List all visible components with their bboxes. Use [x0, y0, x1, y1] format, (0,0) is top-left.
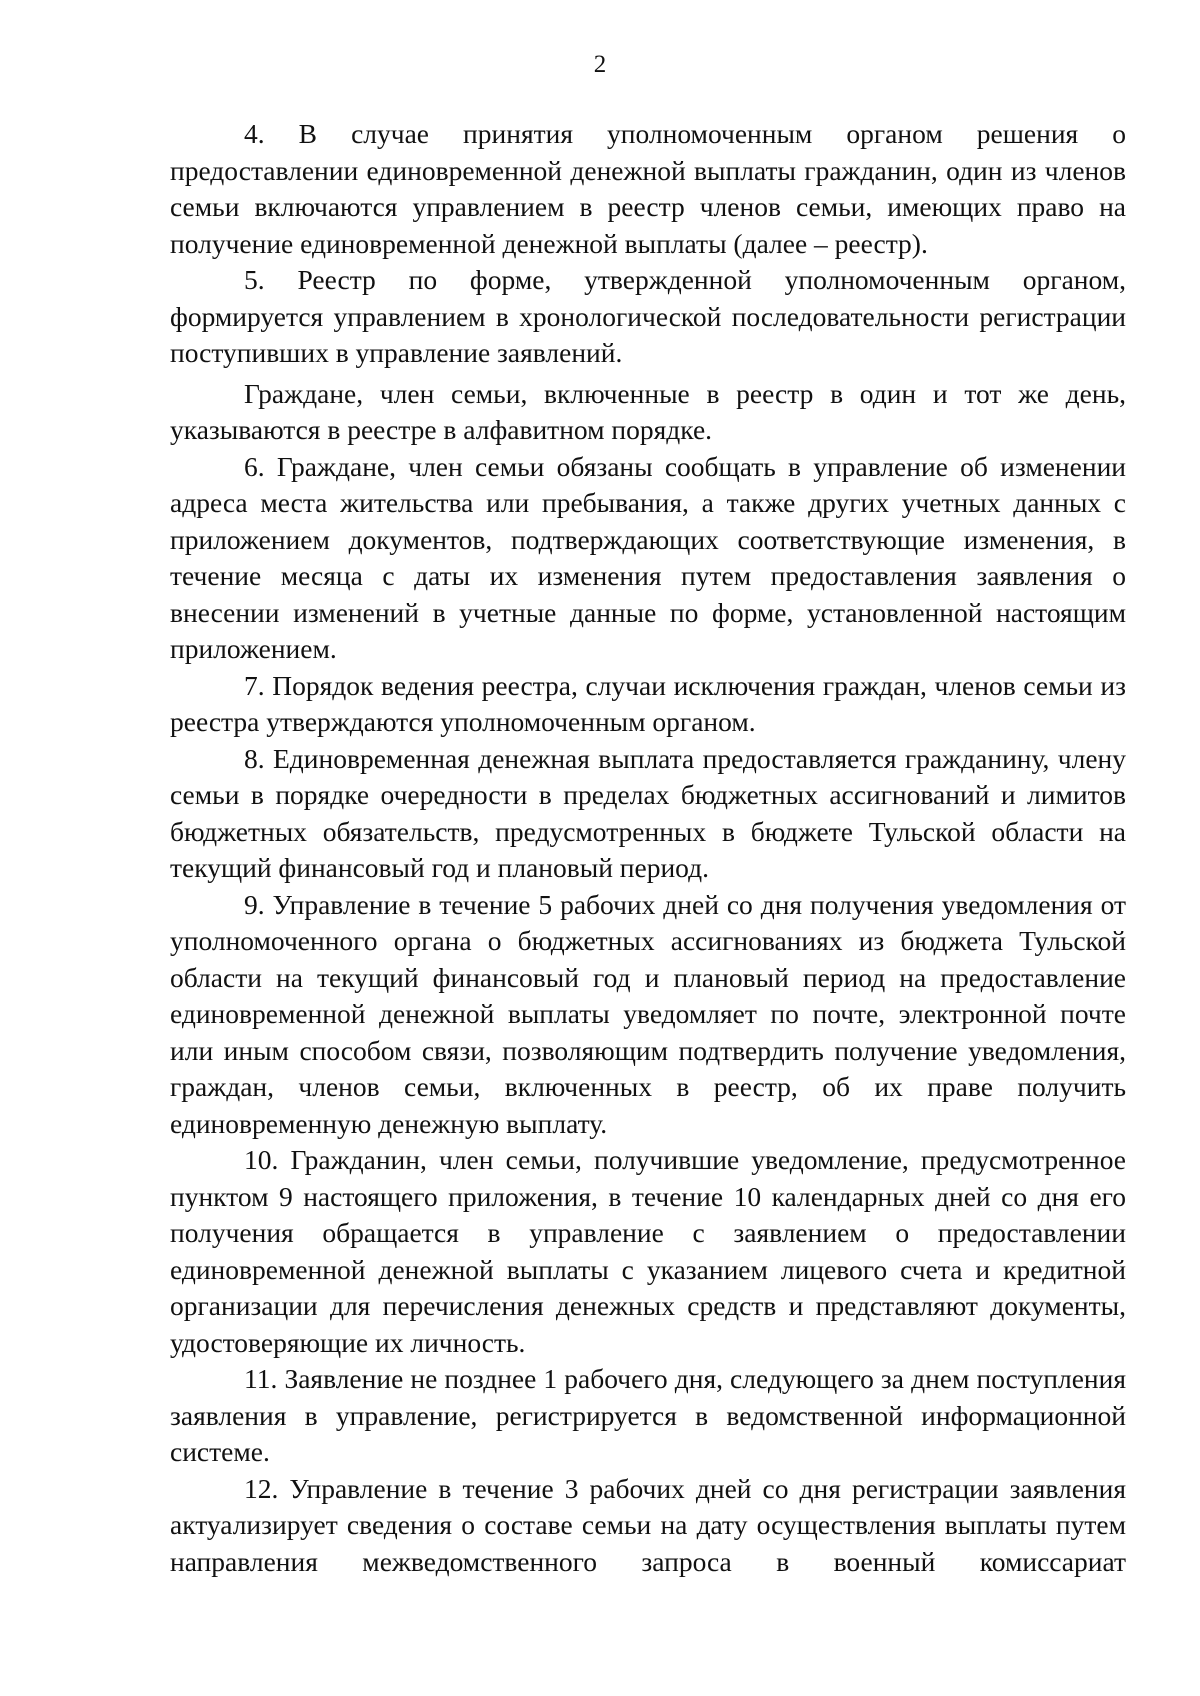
paragraph-registry-order: Граждане, член семьи, включенные в реестр в один и тот же день, указываются в реестре в алфавитном порядке. [170, 377, 1126, 445]
page-number: 2 [593, 51, 607, 78]
paragraph-item-11: 11. Заявление не позднее 1 рабочего дня, следующего за днем поступления заявления в управление, регистрируется в ведомственной информационной системе. [170, 1363, 1126, 1467]
paragraph-item-5: 5. Реестр по форме, утвержденной уполномоченным органом, формируется управлением в хронологической последовательности регистрации поступивших в управление заявлений. [170, 264, 1126, 368]
paragraph-item-9: 9. Управление в течение 5 рабочих дней со дня получения уведомления от уполномоченного органа о бюджетных ассигнованиях из бюджета Тульской области на текущий финансовый год и плановый период на предоставление единовременной денежной выплаты уведомляет по почте, электронной почте или иным способом связи, позволяющим подтвердить получение уведомления, граждан, членов семьи, включенных в реестр, об их праве получить единовременную денежную выплату. [170, 888, 1126, 1139]
paragraph-item-4: 4. В случае принятия уполномоченным органом решения о предоставлении единовременной денежной выплаты гражданин, один из членов семьи включаются управлением в реестр членов семьи, имеющих право на получение единовременной денежной выплаты (далее – реестр). [170, 118, 1126, 259]
document-body [170, 116, 1126, 1580]
paragraph-item-7: 7. Порядок ведения реестра, случаи исключения граждан, членов семьи из реестра утверждаются уполномоченным органом. [170, 669, 1126, 737]
paragraph-item-10: 10. Гражданин, член семьи, получившие уведомление, предусмотренное пунктом 9 настоящего приложения, в течение 10 календарных дней со дня его получения обращается в управление с заявлением о предоставлении единовременной денежной выплаты с указанием лицевого счета и кредитной организации для перечисления денежных средств и представляют документы, удостоверяющие их личность. [170, 1144, 1126, 1358]
paragraph-item-8: 8. Единовременная денежная выплата предоставляется гражданину, члену семьи в порядке очередности в пределах бюджетных ассигнований и лимитов бюджетных обязательств, предусмотренных в бюджете Тульской области на текущий финансовый год и плановый период. [170, 742, 1126, 883]
paragraph-item-6: 6. Граждане, член семьи обязаны сообщать в управление об изменении адреса места жительства или пребывания, а также других учетных данных с приложением документов, подтверждающих соответствующие изменения, в течение месяца с даты их изменения путем предоставления заявления о внесении изменений в учетные данные по форме, установленной настоящим приложением. [170, 450, 1126, 664]
paragraph-item-12: 12. Управление в течение 3 рабочих дней со дня регистрации заявления актуализирует сведения о составе семьи на дату осуществления выплаты путем направления межведомственного запроса в военный комиссариат [170, 1472, 1126, 1577]
